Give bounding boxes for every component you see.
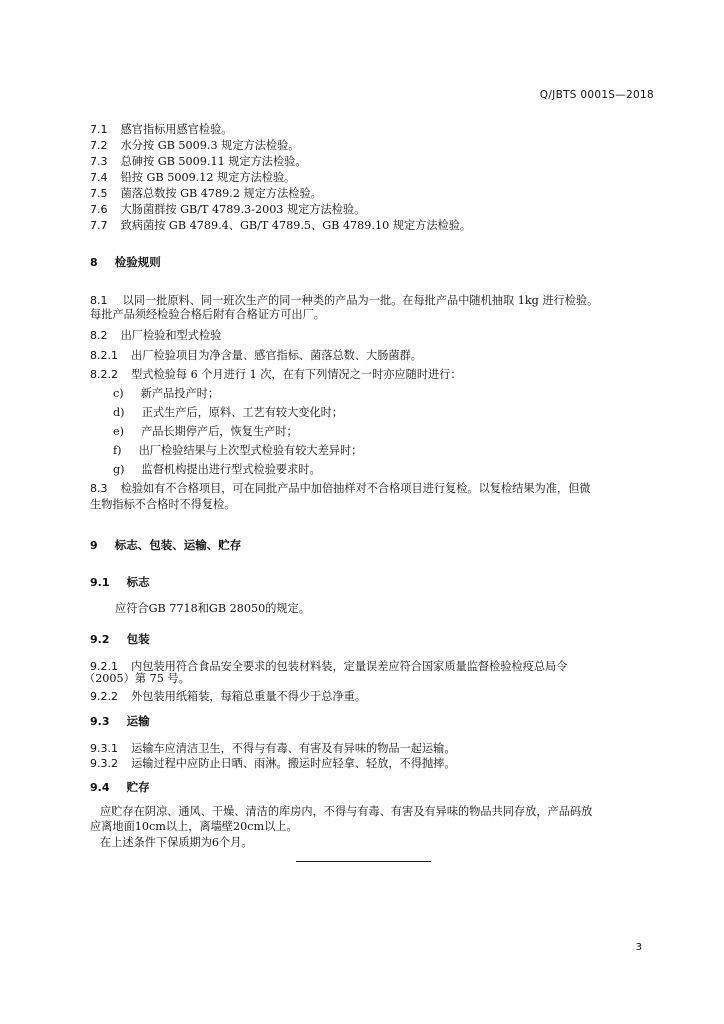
clause-text: 出厂检验项目为净含量、感官指标、菌落总数、大肠菌群。	[131, 349, 422, 362]
clause-text: 铅按 GB 5009.12 规定方法检验。	[120, 171, 296, 184]
clause-number: 9.2.1	[90, 660, 118, 673]
paragraph-8-2-2	[90, 363, 462, 382]
paragraph-8-1-cont: 每批产品须经检验合格后附有合格证方可出厂。	[90, 308, 325, 321]
heading-title: 贮存	[126, 780, 150, 794]
clause-text: 运输过程中应防止日晒、雨淋。搬运时应轻拿、轻放，不得抛摔。	[131, 757, 456, 770]
paragraph-9-2-1-cont: （2005）第 75 号。	[84, 672, 190, 685]
clause-text: 运输车应清洁卫生，不得与有毒、有害及有异味的物品一起运输。	[131, 742, 456, 755]
heading-number: 9.2	[90, 633, 110, 646]
heading-title: 运输	[126, 714, 150, 728]
clause-number: 7.5	[90, 187, 108, 200]
paragraph-8-2-1	[90, 344, 422, 363]
clause-text: 致病菌按 GB 4789.4、GB/T 4789.5、GB 4789.10 规定方法检验。	[120, 219, 472, 232]
heading-number: 9	[90, 539, 98, 552]
paragraph-8-3	[90, 477, 590, 496]
list-text: 正式生产后，原料、工艺有较大变化时；	[141, 406, 344, 419]
document-code: Q/JBTS 0001S—2018	[539, 89, 654, 101]
paragraph-9-4-line2: 应离地面10cm以上，离墙壁20cm以上。	[90, 820, 298, 833]
heading-number: 9.3	[90, 715, 110, 728]
list-marker: d)	[113, 406, 125, 419]
clause-number: 7.2	[90, 139, 108, 152]
list-item	[113, 401, 343, 420]
heading-number: 9.1	[90, 576, 110, 589]
clause-number: 8.2.2	[90, 368, 118, 381]
list-marker: g)	[113, 463, 125, 476]
heading-title: 检验规则	[114, 255, 161, 269]
clause-number: 7.7	[90, 219, 108, 232]
heading-title: 标志	[126, 575, 150, 589]
clause-text: 出厂检验和型式检验	[120, 329, 222, 342]
list-item	[113, 420, 298, 439]
paragraph-8-2	[90, 324, 221, 343]
clause-text: 总砷按 GB 5009.11 规定方法检验。	[120, 155, 307, 168]
clause-text: 菌落总数按 GB 4789.2 规定方法检验。	[120, 187, 322, 200]
list-item	[113, 382, 219, 401]
heading-number: 8	[90, 256, 98, 269]
clause-text: 内包装用符合食品安全要求的包装材料装，定量误差应符合国家质量监督检验检疫总局令	[131, 660, 568, 673]
clause-number: 7.4	[90, 171, 108, 184]
heading-title: 标志、包装、运输、贮存	[114, 538, 242, 552]
section-9-4-heading	[90, 776, 150, 795]
list-text: 监督机构提出进行型式检验要求时。	[141, 463, 321, 476]
clause-number: 7.6	[90, 203, 108, 216]
clause-text: 型式检验每 6 个月进行 1 次，在有下列情况之一时亦应随时进行：	[131, 368, 462, 381]
clause-number: 9.2.2	[90, 690, 118, 703]
list-marker: e)	[113, 425, 124, 438]
clause-number: 7.3	[90, 155, 108, 168]
heading-number: 9.4	[90, 781, 110, 794]
clause-number: 8.3	[90, 482, 108, 495]
clause-number: 9.3.1	[90, 742, 118, 755]
section-9-3-heading	[90, 710, 150, 729]
list-item	[113, 458, 321, 477]
section-9-2-heading	[90, 628, 150, 647]
list-text: 产品长期停产后，恢复生产时；	[141, 425, 298, 438]
clause-text: 以同一批原料、同一班次生产的同一种类的产品为一批。在每批产品中随机抽取 1kg 进行检验。	[122, 294, 599, 307]
list-text: 出厂检验结果与上次型式检验有较大差异时；	[138, 444, 363, 457]
list-marker: f)	[113, 444, 122, 457]
clause-number: 8.2.1	[90, 349, 118, 362]
list-text: 新产品投产时；	[140, 387, 220, 400]
clause-text: 检验如有不合格项目，可在同批产品中加倍抽样对不合格项目进行复检。以复检结果为准，但微	[120, 482, 591, 495]
section-9-1-heading	[90, 571, 150, 590]
paragraph-9-1: 应符合GB 7718和GB 28050的规定。	[115, 602, 310, 615]
section-9-heading	[90, 534, 241, 553]
paragraph-8-3-cont: 生物指标不合格时不得复检。	[90, 498, 236, 511]
paragraph-9-4-line3: 在上述条件下保质期为6个月。	[100, 836, 253, 849]
clause-text: 水分按 GB 5009.3 规定方法检验。	[120, 139, 300, 152]
clause-number: 8.2	[90, 329, 108, 342]
heading-title: 包装	[126, 632, 150, 646]
paragraph-9-3-2	[90, 752, 456, 771]
list-item	[90, 214, 471, 233]
clause-number: 9.3.2	[90, 757, 118, 770]
page-number: 3	[635, 942, 642, 953]
clause-number: 7.1	[90, 123, 108, 136]
paragraph-9-2-2	[90, 685, 366, 704]
clause-text: 感官指标用感官检验。	[120, 123, 233, 136]
list-item	[113, 439, 362, 458]
end-rule	[296, 861, 431, 862]
paragraph-9-4-line1: 应贮存在阴凉、通风、干燥、清洁的库房内，不得与有毒、有害及有异味的物品共同存放，产品码放	[100, 805, 593, 818]
clause-number: 8.1	[90, 294, 108, 307]
clause-text: 外包装用纸箱装，每箱总重量不得少于总净重。	[131, 690, 367, 703]
list-marker: c)	[113, 387, 124, 400]
section-8-heading	[90, 251, 161, 270]
clause-text: 大肠菌群按 GB/T 4789.3-2003 规定方法检验。	[120, 203, 366, 216]
